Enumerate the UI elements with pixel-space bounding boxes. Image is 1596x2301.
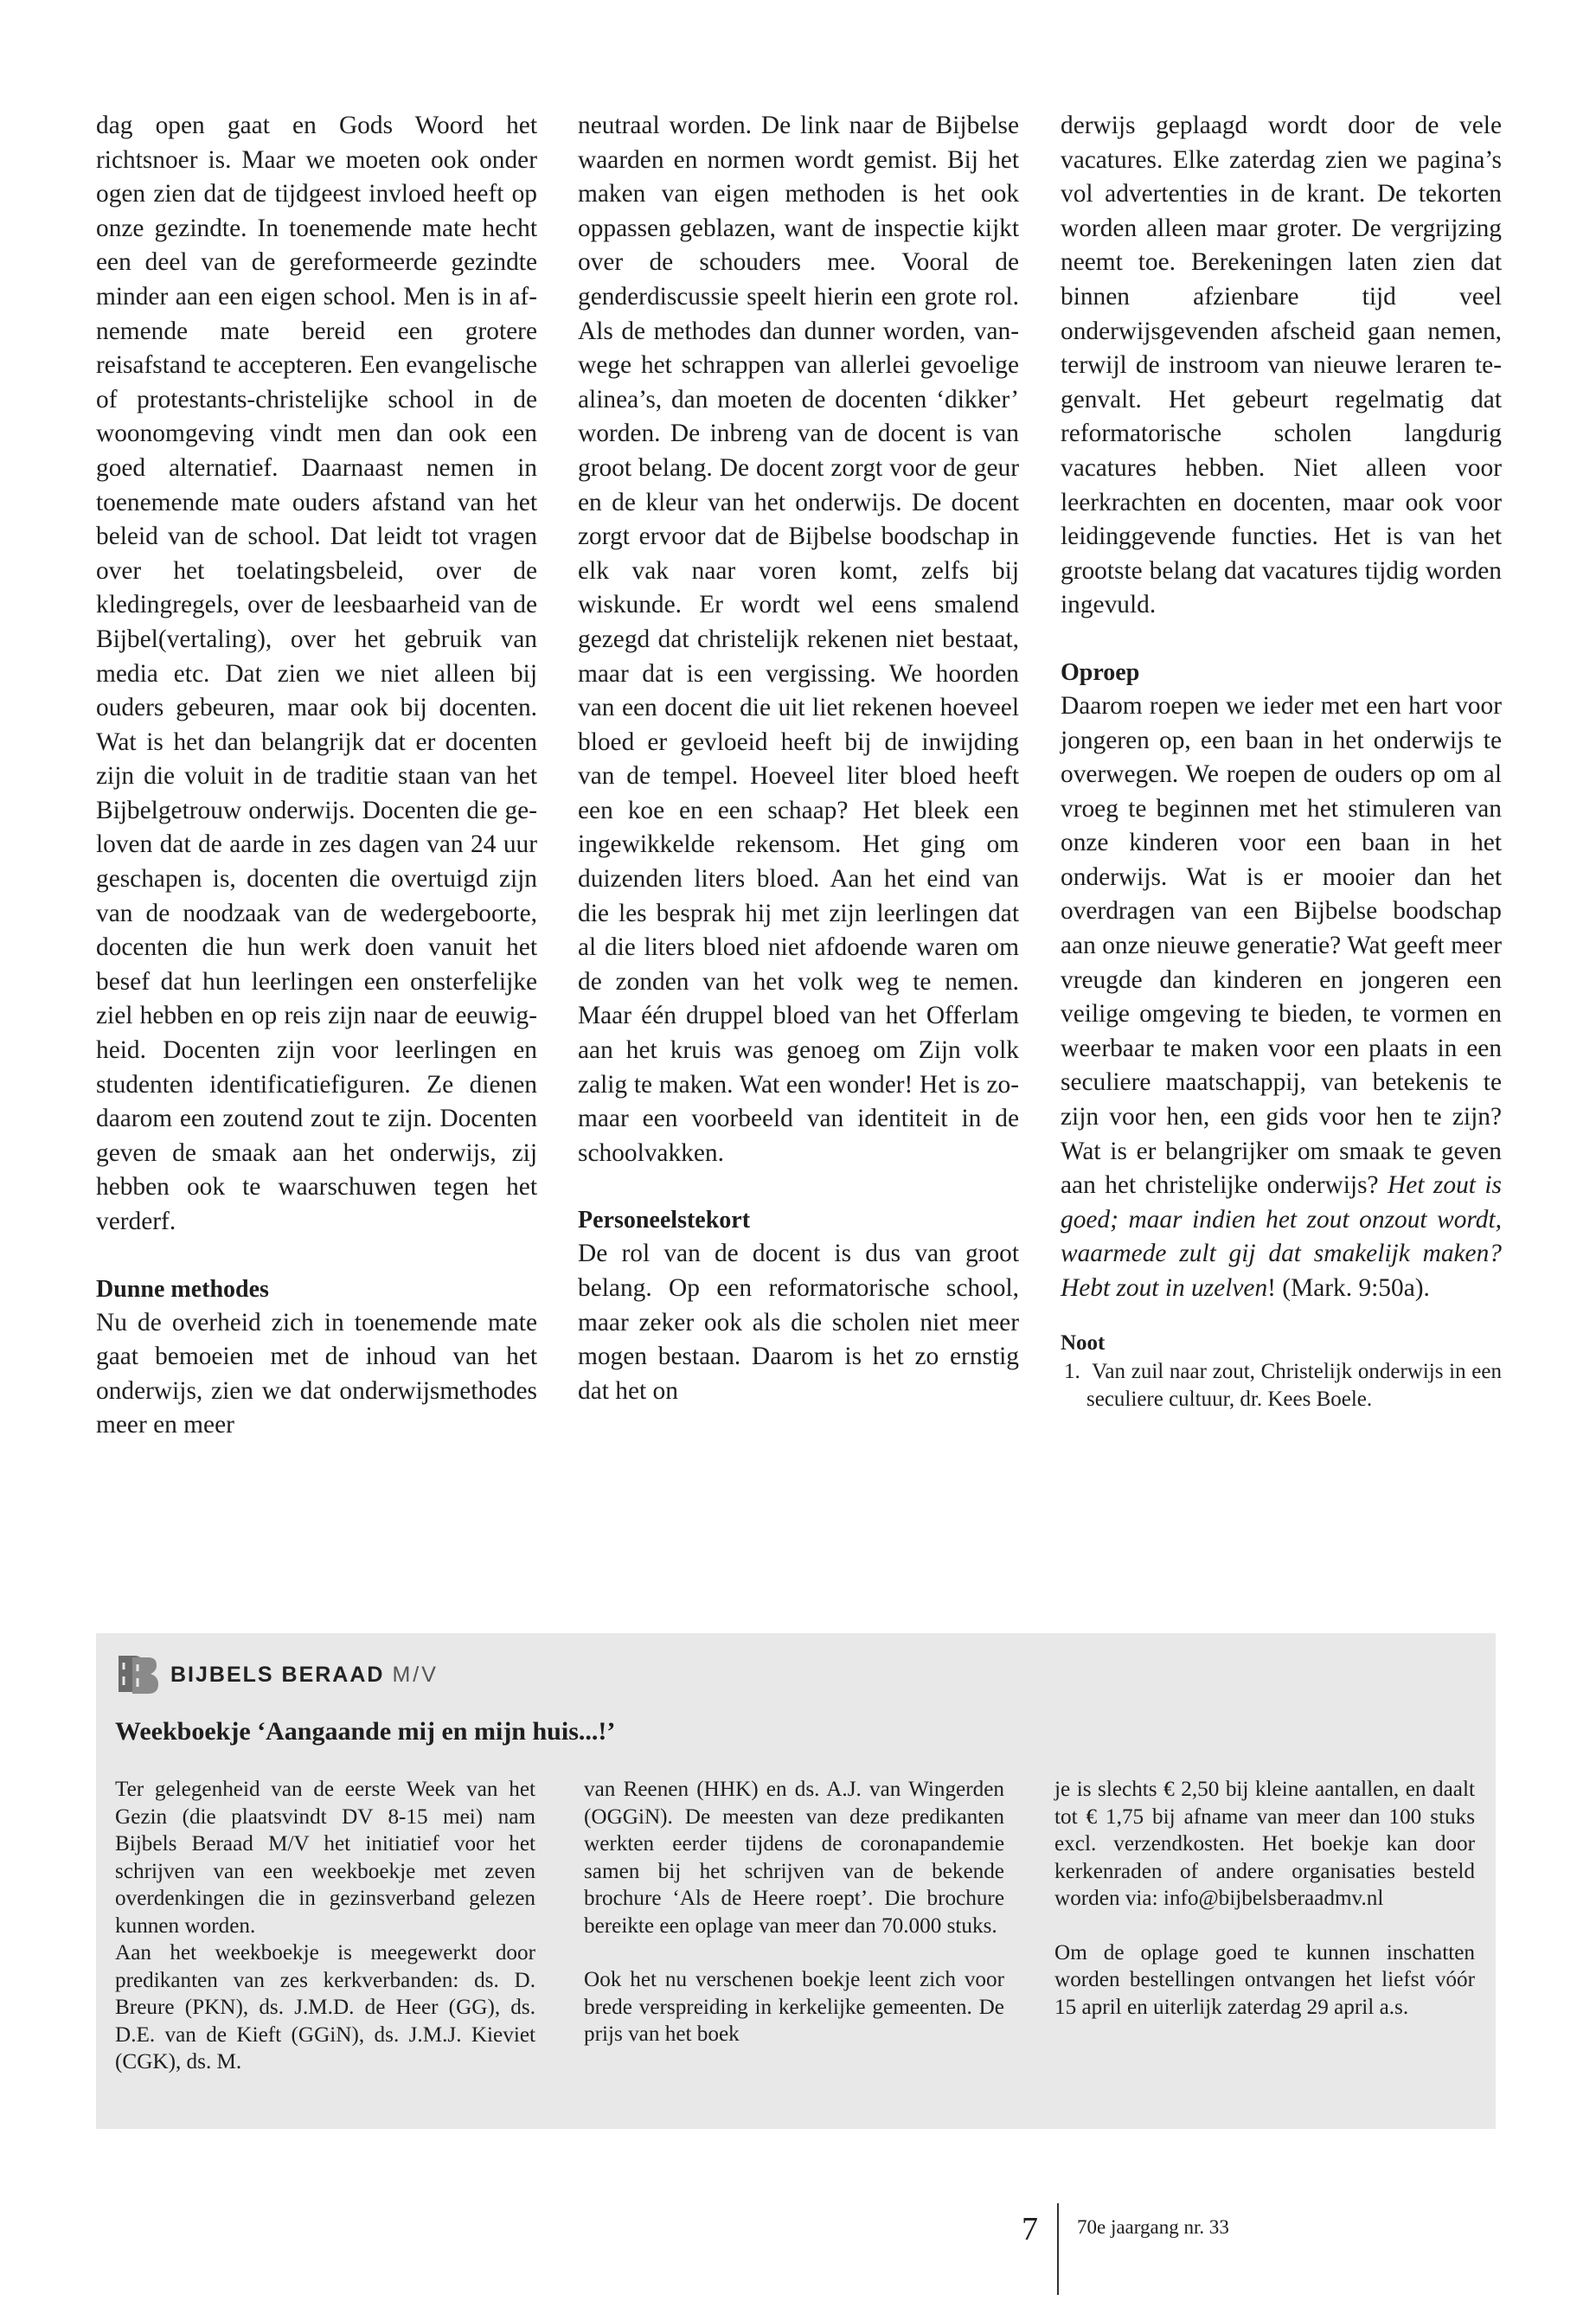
- article-paragraph: derwijs geplaagd wordt door de vele vacatures. Elke zaterdag zien we pagina’s vol advertenties in de krant. De tekorten worden alleen maar groter. De vergrijzing neemt toe. Berekeningen laten zien dat binnen afzienbare tijd veel onderwijsgevenden afscheid gaan nemen, terwijl de instroom van nieuwe leraren tegenvalt. Het gebeurt regelmatig dat reformatorische scholen langdurig vacatures hebben. Niet alleen voor leerkrachten en docenten, maar ook voor leidinggevende functies. Het is van het grootste belang dat vacatures tijdig worden ingevuld.: [1061, 112, 1502, 619]
- article-column-3: [1061, 109, 1502, 1413]
- footnote-label: Noot: [1061, 1330, 1106, 1355]
- announcement-box: [96, 1633, 1496, 2129]
- article-paragraph: neutraal worden. De link naar de Bijbelse waarden en normen wordt gemist. Bij het maken van eigen methoden is het ook oppassen geblazen, want de inspectie kijkt over de schouders mee. Vooral de genderdiscussie speelt hierin een grote rol. Als de methodes dan dunner worden, vanwege het schrappen van allerlei gevoelige alinea’s, dan moeten de docenten ‘dikker’ worden. De inbreng van de docent is van groot belang. De docent zorgt voor de geur en de kleur van het onderwijs. De docent zorgt ervoor dat de Bijbelse boodschap in elk vak naar voren komt, zelfs bij wiskunde. Er wordt wel eens smalend gezegd dat christelijk rekenen niet bestaat, maar dat is een vergissing. We hoorden van een docent die uit liet rekenen hoeveel bloed er gevloeid heeft bij de inwijding van de tempel. Hoeveel liter bloed heeft een koe en een schaap? Het bleek een ingewikkelde rekensom. Het ging om duizenden liters bloed. Aan het eind van die les besprak hij met zijn leerlingen dat al die liters bloed niet afdoende waren om de zonden van het volk weg te nemen. Maar één druppel bloed van het Offerlam aan het kruis was genoeg om Zijn volk zalig te maken. Wat een wonder! Het is zomaar een voorbeeld van identiteit in de schoolvakken.: [578, 112, 1019, 1167]
- section-heading-dunne-methodes: Dunne methodes: [96, 1275, 269, 1303]
- article-paragraph: Nu de overheid zich in toenemende mate gaat bemoeien met de inhoud van het onderwijs, zien we dat onderwijsmethodes meer en meer: [96, 1308, 537, 1439]
- announcement-paragraph: Om de oplage goed te kunnen inschatten worden bestellingen ontvangen het liefst vóór 15 april en uiterlijk zaterdag 29 april a.s.: [1054, 1940, 1475, 2019]
- paragraph-text: Daarom roepen we ieder met een hart voor jongeren op, een baan in het onderwijs te overwegen. We roepen de ouders op om al vroeg te beginnen met het stimuleren van onze kinderen voor een baan in het onderwijs. Wat is er mooier dan het overdragen van een Bijbelse boodschap aan onze nieuwe generatie? Wat geeft meer vreugde dan kinderen en jongeren een veilige omgeving te bieden, te vormen en weerbaar te maken voor een plaats in een seculiere maatschappij, van betekenis te zijn voor hen, een gids voor hen te zijn? Wat is er belangrijker om smaak te geven aan het christelijke onderwijs?: [1061, 691, 1502, 1200]
- section-heading-oproep: Oproep: [1061, 658, 1140, 686]
- logo-wordmark: [170, 1663, 439, 1688]
- announcement-column-3: [1054, 1776, 1475, 2021]
- section-heading-personeelstekort: Personeelstekort: [578, 1207, 751, 1234]
- logo-suffix: M/V: [392, 1662, 439, 1687]
- bible-reference: ! (Mark. 9:50a).: [1267, 1274, 1430, 1302]
- announcement-paragraph: Aan het weekboekje is meegewerkt door predikanten van zes kerkverbanden: ds. D. Breure (PKN), ds. J.M.D. de Heer (GG), ds. D.E. van de Kieft (GGiN), ds. J.M.J. Kieviet (CGK), ds. M.: [115, 1941, 535, 2073]
- bb-logo-icon: [115, 1650, 160, 1699]
- announcement-paragraph: Ook het nu verschenen boekje leent zich voor brede verspreiding in kerkelijke gemeenten. De prijs van het boek: [584, 1968, 1004, 2046]
- article-column-1: [96, 109, 537, 1443]
- article-column-2: [578, 109, 1019, 1408]
- article-paragraph: dag open gaat en Gods Woord het richtsnoer is. Maar we moeten ook onder ogen zien dat de tijdgeest invloed heeft op onze gezindte. In toenemende mate hecht een deel van de gereformeerde gezindte minder aan een eigen school. Men is in afnemende mate bereid een grotere reisafstand te accepteren. Een evangelische of protestants-christelijke school in de woonomgeving vindt men dan ook een goed alternatief. Daarnaast nemen in toenemende mate ouders afstand van het beleid van de school. Dat leidt tot vragen over het toelatingsbeleid, over de kledingregels, over de leesbaarheid van de Bijbel(vertaling), over het gebruik van media etc. Dat zien we niet alleen bij ouders gebeuren, maar ook bij docenten. Wat is het dan belangrijk dat er docenten zijn die voluit in de traditie staan van het Bijbelgetrouw onderwijs. Docenten die geloven dat de aarde in zes dagen van 24 uur geschapen is, docenten die overtuigd zijn van de noodzaak van de wedergeboorte, docenten die hun werk doen vanuit het besef dat hun leerlingen een onsterfelijke ziel hebben en op reis zijn naar de eeuwigheid. Docenten zijn voor leerlingen en studenten identificatiefiguren. Ze dienen daarom een zoutend zout te zijn. Docenten geven de smaak aan het onderwijs, zij hebben ook te waarschuwen tegen het verderf.: [96, 112, 537, 1235]
- article-paragraph: De rol van de docent is dus van groot belang. Op een reformatorische school, maar zeker ook als die scholen niet meer mogen bestaan. Daarom is het zo ernstig dat het on: [578, 1240, 1019, 1405]
- page-number: 7: [1022, 2211, 1038, 2247]
- bijbels-beraad-logo: [115, 1650, 439, 1699]
- bible-quote: Het zout is goed; maar indien het zout onzout wordt, waarmede zult gij dat smakelijk maken? Hebt zout in uzelven: [1061, 1171, 1502, 1302]
- footer-divider: [1057, 2203, 1059, 2295]
- footnote-text: 1. Van zuil naar zout, Christelijk onderwijs in een seculiere cultuur, dr. Kees Boele.: [1064, 1359, 1502, 1411]
- announcement-column-1: [115, 1776, 535, 2076]
- announcement-paragraph: je is slechts € 2,50 bij kleine aantallen, en daalt tot € 1,75 bij afname van meer dan 100 stuks excl. verzendkosten. Het boekje kan door kerkenraden of andere organisaties besteld worden via: info@bijbelsberaadmv.nl: [1054, 1778, 1475, 1910]
- announcement-paragraph: Ter gelegenheid van de eerste Week van het Gezin (die plaatsvindt DV 8-15 mei) nam Bijbels Beraad M/V het initiatief voor het schrijven van een weekboekje met zeven overdenkingen die in gezinsverband gelezen kunnen worden.: [115, 1778, 535, 1938]
- article-paragraph: [1061, 689, 1502, 1306]
- announcement-column-2: [584, 1776, 1004, 2048]
- announcement-paragraph: van Reenen (HHK) en ds. A.J. van Wingerden (OGGiN). De meesten van deze predikanten werkten eerder tijdens de coronapandemie samen bij het schrijven van de bekende brochure ‘Als de Heere roept’. Die brochure bereikte een oplage van meer dan 70.000 stuks.: [584, 1778, 1004, 1938]
- logo-name: BIJBELS BERAAD: [170, 1662, 385, 1687]
- issue-label: 70e jaargang nr. 33: [1077, 2216, 1229, 2238]
- announcement-title: Weekboekje ‘Aangaande mij en mijn huis...!’: [115, 1717, 616, 1746]
